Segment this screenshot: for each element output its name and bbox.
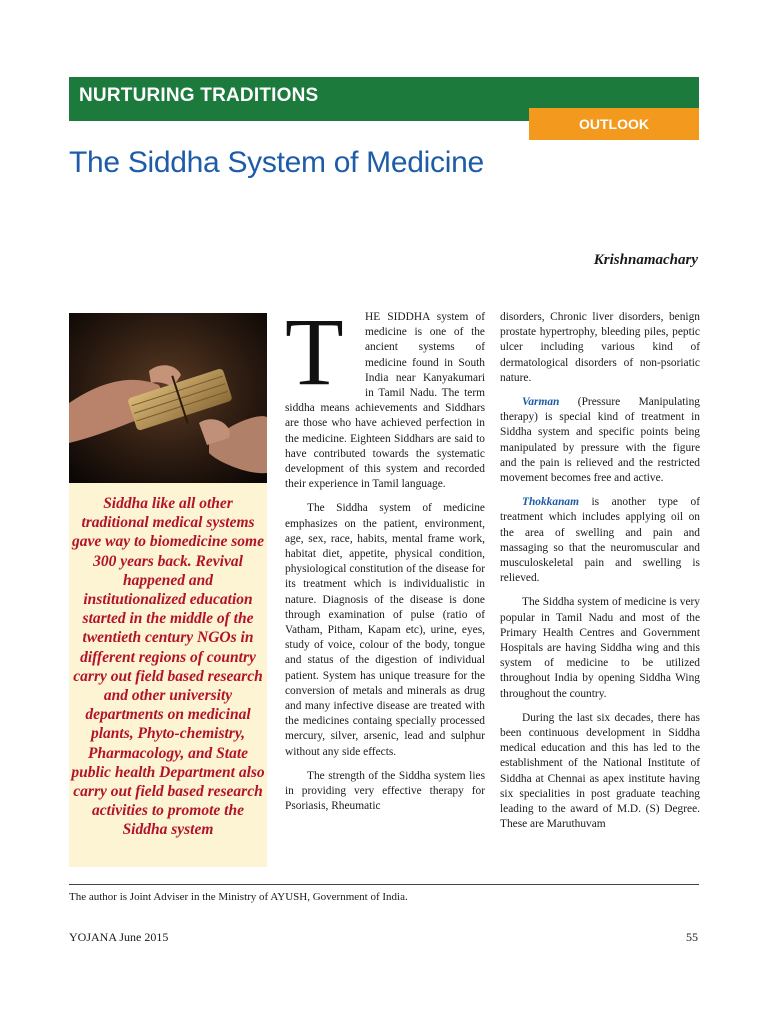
category-tag: OUTLOOK [529,108,699,140]
footnote-divider [69,884,699,885]
paragraph: The Siddha system of medicine is very popular in Tamil Nadu and most of the Primary Health Centres and Government Hospitals are having Siddha wing and this system of medicine to be utilized throughout India by opening Siddha Wing throughout the country. [500,596,700,700]
article-column-1 [285,298,485,824]
article-column-2 [500,310,700,842]
publication-info: YOJANA June 2015 [69,930,169,944]
term-thokkanam: Thokkanam [522,496,579,509]
paragraph: disorders, Chronic liver disorders, benign prostate hypertrophy, bleeding piles, peptic ulcer including various kind of dermatological disorders of non-psoriatic nature. [500,311,700,384]
paragraph: The Siddha system of medicine emphasizes on the patient, environment, age, sex, race, habits, mental frame work, habitat diet, appetite, physical condition, physiological constitution of the disease for its treatment which is individualistic in nature. Diagnosis of the disease is done through examination of pulse (ratio of Vatham, Pitham, Kapam etc), urine, eyes, study of voice, colour of the body, tongue and status of the digestion of individual patient. System has unique treasure for the conversion of metals and minerals as drug and many infective disease are treated with the medicines containg specially processed mercury, silver, arsenic, lead and sulphur without any side effects. [285,502,485,758]
article-title: The Siddha System of Medicine [69,146,484,179]
paragraph: HE SIDDHA system of medicine is one of the ancient systems of medicine found in South India near Kanyakumari in Tamil Nadu. The term siddha means achievements and Siddhars are those who have achieved perfection in the medicine. Eighteen Siddhars are said to have contributed towards the systematic development of this system and recorded their experience in Tamil language. [285,311,485,491]
paragraph-text: is another type of treatment which includes applying oil on the area of swelling and pain and massaging so that the neuromuscular and musculoskeletal pain and swelling is relieved. [500,496,700,585]
section-title: NURTURING TRADITIONS [79,85,319,106]
pull-quote: Siddha like all other traditional medical systems gave way to biomedicine some 300 years back. Revival happened and institutionalized education started in the middle of the twentieth century NGOs in different regions of country carry out field based research and other university departments on medicinal plants, Phyto-chemistry, Pharmacology, and State public health Department also carry out field based research activities to promote the Siddha system [69,483,267,867]
paragraph [500,495,700,586]
paragraph [500,395,700,486]
palm-leaf-manuscript-photo [69,313,267,483]
paragraph: The strength of the Siddha system lies in providing very effective therapy for Psoriasis, Rheumatic [285,769,485,813]
page-number: 55 [686,930,698,944]
term-varman: Varman [522,396,560,409]
author-footnote: The author is Joint Adviser in the Ministry of AYUSH, Government of India. [69,891,408,903]
drop-cap: T [285,298,344,405]
paragraph: During the last six decades, there has been continuous development in Siddha medical education and this has led to the establishment of the National Institute of Siddha at Chennai as apex institute having six specialities in post graduate teaching leading to the award of M.D. (S) Degree. These are Maruthuvam [500,711,700,831]
article-author: Krishnamachary [593,252,698,268]
paragraph-text: (Pressure Manipulating therapy) is special kind of treatment in Siddha system and specific points being manipulated by pressure with the figure and the pain is relieved and the restricted movement becomes free and active. [500,396,700,485]
